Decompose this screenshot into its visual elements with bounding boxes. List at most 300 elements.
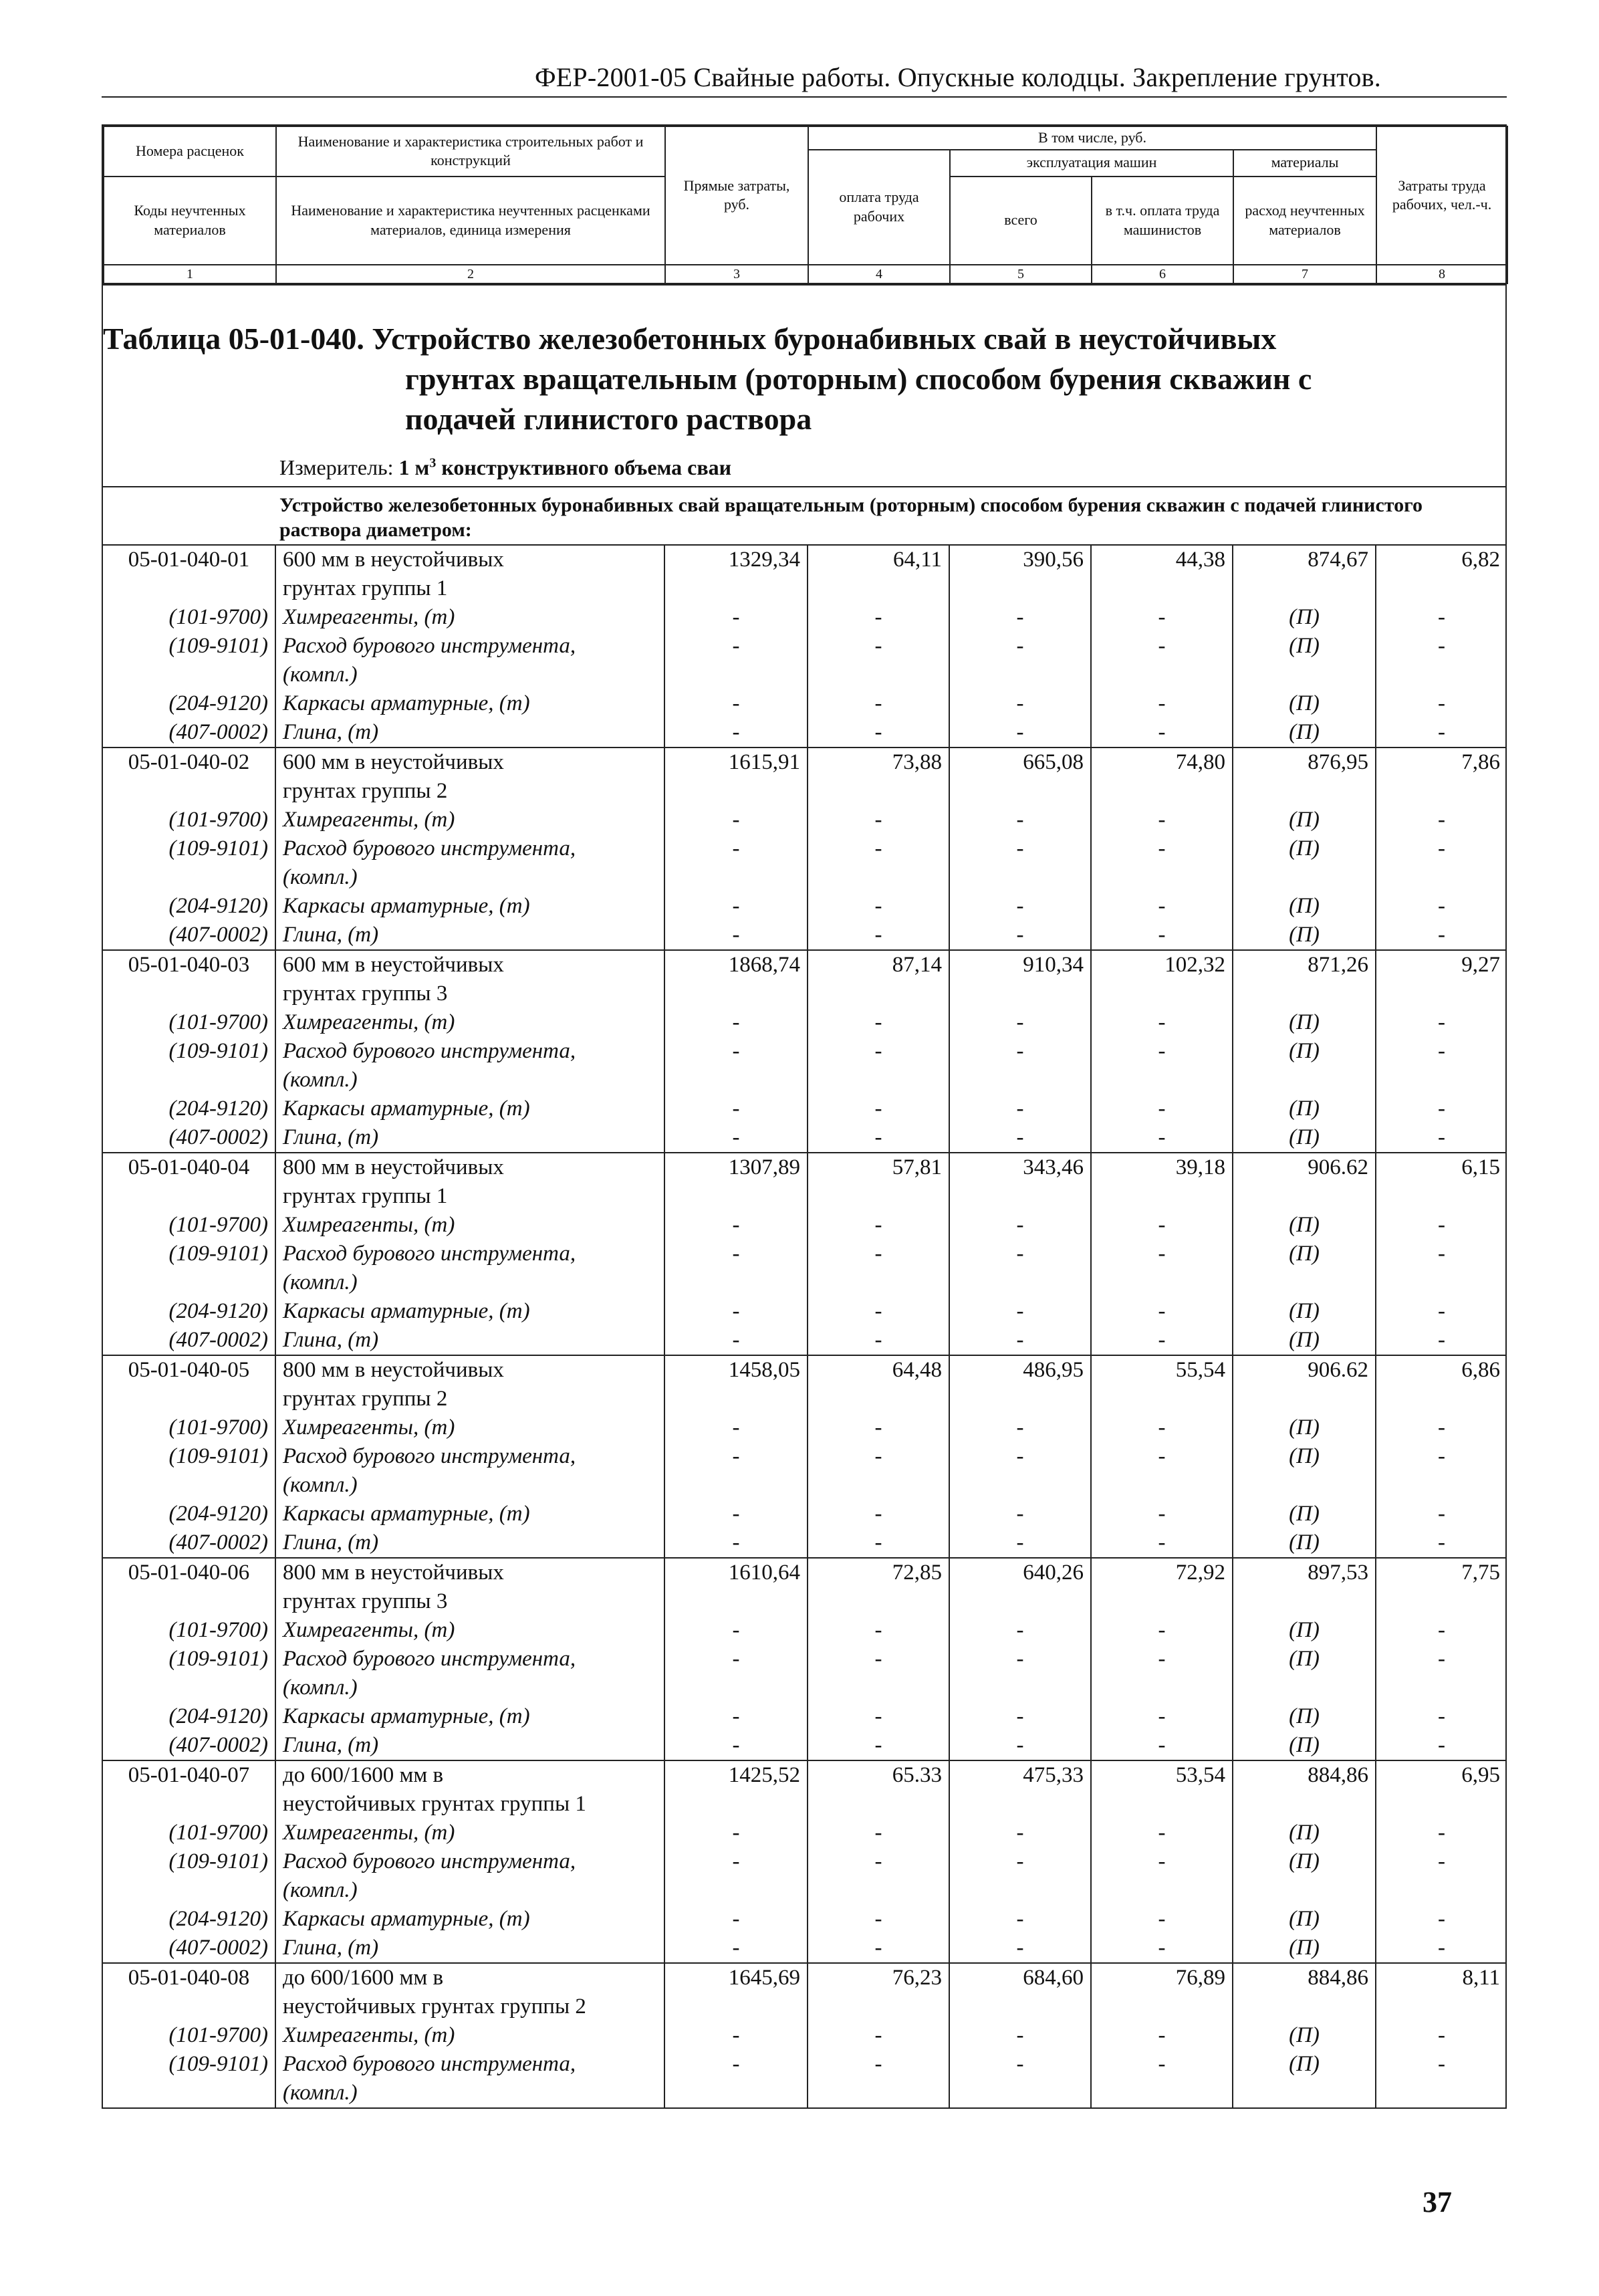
labor-hours: 6,15 <box>1376 1153 1507 1182</box>
material-name-cont: (компл.) <box>275 1674 664 1702</box>
empty-cell <box>103 863 275 892</box>
dash-cell: - <box>1376 1616 1507 1645</box>
material-row-continuation <box>103 661 1507 689</box>
work-name-line1: 800 мм в неустойчивых <box>275 1153 664 1182</box>
work-name-line1: до 600/1600 мм в <box>275 1760 664 1790</box>
material-code: (101-9700) <box>168 604 268 629</box>
dash-cell: - <box>808 1326 949 1355</box>
empty-cell <box>949 777 1091 806</box>
material-name: Химреагенты, (т) <box>275 1616 664 1645</box>
machine-cost: 390,56 <box>949 545 1091 574</box>
empty-cell <box>949 863 1091 892</box>
empty-cell <box>1091 1471 1233 1500</box>
table-row <box>103 748 1507 777</box>
dash-cell: - <box>1091 1702 1233 1731</box>
empty-cell <box>808 574 949 603</box>
table-row <box>103 1760 1507 1790</box>
empty-cell <box>949 1268 1091 1297</box>
dash-cell: - <box>1091 1037 1233 1066</box>
dash-cell: - <box>1376 892 1507 921</box>
empty-cell <box>808 1876 949 1905</box>
material-p-mark: (П) <box>1233 806 1376 834</box>
material-name: Расход бурового инструмента, <box>275 1037 664 1066</box>
dash-cell: - <box>1091 1326 1233 1355</box>
material-row <box>103 1008 1507 1037</box>
material-p-mark: (П) <box>1233 1702 1376 1731</box>
empty-cell <box>808 661 949 689</box>
dash-cell: - <box>664 892 808 921</box>
empty-cell <box>949 1587 1091 1616</box>
dash-cell: - <box>1376 1413 1507 1442</box>
empty-cell <box>664 863 808 892</box>
direct-cost: 1615,91 <box>664 748 808 777</box>
dash-cell: - <box>664 806 808 834</box>
dash-cell: - <box>664 1528 808 1558</box>
dash-cell: - <box>1091 718 1233 748</box>
empty-cell <box>949 1674 1091 1702</box>
col7-header: расход неучтенных материалов <box>1233 177 1376 265</box>
labor-cost: 64,11 <box>808 545 949 574</box>
material-row <box>103 1528 1507 1558</box>
dash-cell: - <box>949 2050 1091 2079</box>
empty-cell <box>103 980 275 1008</box>
material-p-mark: (П) <box>1233 1616 1376 1645</box>
dash-cell: - <box>808 1095 949 1123</box>
dash-cell: - <box>808 1297 949 1326</box>
dash-cell: - <box>664 632 808 661</box>
dash-cell: - <box>808 921 949 950</box>
dash-cell: - <box>1091 1123 1233 1153</box>
dash-cell: - <box>808 603 949 632</box>
material-p-mark: (П) <box>1233 718 1376 748</box>
group-header: В том числе, руб. <box>808 126 1376 150</box>
dash-cell: - <box>664 1616 808 1645</box>
machines-group-header: эксплуатация машин <box>950 150 1233 177</box>
material-row <box>103 632 1507 661</box>
machine-cost: 640,26 <box>949 1558 1091 1587</box>
table-title <box>103 319 1507 439</box>
material-p-mark: (П) <box>1233 1731 1376 1760</box>
direct-cost: 1307,89 <box>664 1153 808 1182</box>
empty-cell <box>1376 1066 1507 1095</box>
empty-cell <box>1376 574 1507 603</box>
dash-cell: - <box>808 1211 949 1240</box>
empty-cell <box>1233 1674 1376 1702</box>
direct-cost: 1458,05 <box>664 1355 808 1385</box>
material-code: (101-9700) <box>168 1010 268 1034</box>
labor-hours: 7,86 <box>1376 748 1507 777</box>
column-number: 1 <box>104 265 276 283</box>
dash-cell: - <box>664 718 808 748</box>
material-row <box>103 603 1507 632</box>
material-cost: 884,86 <box>1233 1963 1376 1992</box>
labor-hours: 6,82 <box>1376 545 1507 574</box>
dash-cell: - <box>808 2021 949 2050</box>
measure-suffix: конструктивного объема сваи <box>436 455 732 479</box>
empty-cell <box>664 1471 808 1500</box>
material-row-continuation <box>103 1268 1507 1297</box>
empty-cell <box>103 1066 275 1095</box>
dash-cell: - <box>1091 1819 1233 1847</box>
dash-cell: - <box>949 718 1091 748</box>
empty-cell <box>808 1268 949 1297</box>
machine-cost: 475,33 <box>949 1760 1091 1790</box>
empty-cell <box>808 1587 949 1616</box>
empty-cell <box>103 1268 275 1297</box>
material-row <box>103 1442 1507 1471</box>
empty-cell <box>1376 1182 1507 1211</box>
dash-cell: - <box>1091 1731 1233 1760</box>
material-name: Каркасы арматурные, (т) <box>275 1702 664 1731</box>
dash-cell: - <box>1376 1905 1507 1934</box>
material-code: (109-9101) <box>168 1038 268 1063</box>
empty-cell <box>1376 1385 1507 1413</box>
dash-cell: - <box>808 1037 949 1066</box>
dash-cell: - <box>664 1413 808 1442</box>
empty-cell <box>664 1876 808 1905</box>
dash-cell: - <box>664 1297 808 1326</box>
dash-cell: - <box>1376 834 1507 863</box>
empty-cell <box>664 2079 808 2107</box>
dash-cell: - <box>949 1528 1091 1558</box>
empty-cell <box>1091 661 1233 689</box>
price-table <box>102 124 1507 2109</box>
dash-cell: - <box>664 1442 808 1471</box>
empty-cell <box>1376 1790 1507 1819</box>
dash-cell: - <box>1376 718 1507 748</box>
empty-cell <box>1091 1790 1233 1819</box>
labor-cost: 73,88 <box>808 748 949 777</box>
work-name-line1: 600 мм в неустойчивых <box>275 950 664 980</box>
work-name-line2: грунтах группы 1 <box>275 1182 664 1211</box>
dash-cell: - <box>1091 1645 1233 1674</box>
empty-cell <box>103 1471 275 1500</box>
material-row <box>103 1645 1507 1674</box>
material-name: Расход бурового инструмента, <box>275 2050 664 2079</box>
col1-top-header: Номера расценок <box>104 126 276 177</box>
empty-cell <box>1233 1066 1376 1095</box>
operator-cost: 74,80 <box>1091 748 1233 777</box>
material-code: (109-9101) <box>168 1849 268 1873</box>
empty-cell <box>664 1992 808 2021</box>
empty-cell <box>1233 574 1376 603</box>
measure-sup: 3 <box>429 455 437 470</box>
operator-cost: 72,92 <box>1091 1558 1233 1587</box>
dash-cell: - <box>664 2050 808 2079</box>
material-row <box>103 1934 1507 1963</box>
material-code: (204-9120) <box>168 1096 268 1121</box>
rate-code: 05-01-040-07 <box>103 1760 275 1790</box>
material-p-mark: (П) <box>1233 1095 1376 1123</box>
col4-header: оплата труда рабочих <box>808 150 950 265</box>
dash-cell: - <box>808 1819 949 1847</box>
material-name: Глина, (т) <box>275 1123 664 1153</box>
dash-cell: - <box>1091 1297 1233 1326</box>
empty-cell <box>103 1182 275 1211</box>
material-p-mark: (П) <box>1233 1297 1376 1326</box>
col2-top-header: Наименование и характеристика строительных работ и конструкций <box>276 126 665 177</box>
table-row <box>103 545 1507 574</box>
rate-code: 05-01-040-03 <box>103 950 275 980</box>
dash-cell: - <box>1091 603 1233 632</box>
dash-cell: - <box>1376 1528 1507 1558</box>
work-name-line1: 800 мм в неустойчивых <box>275 1355 664 1385</box>
dash-cell: - <box>664 2021 808 2050</box>
material-code: (204-9120) <box>168 691 268 715</box>
dash-cell: - <box>1091 632 1233 661</box>
empty-cell <box>949 2079 1091 2107</box>
empty-cell <box>1233 1587 1376 1616</box>
empty-cell <box>1376 1674 1507 1702</box>
empty-cell <box>1091 1992 1233 2021</box>
dash-cell: - <box>949 1616 1091 1645</box>
material-name: Химреагенты, (т) <box>275 1819 664 1847</box>
material-row <box>103 1413 1507 1442</box>
empty-cell <box>808 1790 949 1819</box>
dash-cell: - <box>808 689 949 718</box>
empty-cell <box>103 1587 275 1616</box>
material-name: Расход бурового инструмента, <box>275 1442 664 1471</box>
material-name: Каркасы арматурные, (т) <box>275 1500 664 1528</box>
dash-cell: - <box>808 1645 949 1674</box>
material-p-mark: (П) <box>1233 1008 1376 1037</box>
dash-cell: - <box>664 1847 808 1876</box>
dash-cell: - <box>1091 892 1233 921</box>
dash-cell: - <box>808 892 949 921</box>
dash-cell: - <box>664 1211 808 1240</box>
dash-cell: - <box>949 1819 1091 1847</box>
machine-cost: 343,46 <box>949 1153 1091 1182</box>
dash-cell: - <box>1091 1211 1233 1240</box>
empty-cell <box>949 574 1091 603</box>
dash-cell: - <box>664 689 808 718</box>
empty-cell <box>1091 980 1233 1008</box>
labor-cost: 65.33 <box>808 1760 949 1790</box>
material-name: Каркасы арматурные, (т) <box>275 689 664 718</box>
dash-cell: - <box>949 1645 1091 1674</box>
material-row <box>103 1326 1507 1355</box>
table-title-line3: подачей глинистого раствора <box>405 401 812 436</box>
dash-cell: - <box>949 632 1091 661</box>
empty-cell <box>808 1992 949 2021</box>
material-code: (407-0002) <box>103 921 275 950</box>
dash-cell: - <box>664 1702 808 1731</box>
labor-hours: 6,95 <box>1376 1760 1507 1790</box>
empty-cell <box>664 1790 808 1819</box>
dash-cell: - <box>949 1500 1091 1528</box>
dash-cell: - <box>1376 1819 1507 1847</box>
material-row <box>103 806 1507 834</box>
material-name: Химреагенты, (т) <box>275 2021 664 2050</box>
dash-cell: - <box>949 834 1091 863</box>
labor-hours: 9,27 <box>1376 950 1507 980</box>
material-row <box>103 892 1507 921</box>
empty-cell <box>1376 1992 1507 2021</box>
empty-cell <box>1233 1182 1376 1211</box>
empty-cell <box>664 1587 808 1616</box>
dash-cell: - <box>949 1326 1091 1355</box>
measure-value: 1 м <box>398 455 430 479</box>
dash-cell: - <box>1376 1240 1507 1268</box>
direct-cost: 1329,34 <box>664 545 808 574</box>
column-number: 7 <box>1233 265 1376 283</box>
material-name: Химреагенты, (т) <box>275 1211 664 1240</box>
material-name-cont: (компл.) <box>275 1876 664 1905</box>
dash-cell: - <box>808 632 949 661</box>
column-number: 8 <box>1376 265 1507 283</box>
material-row <box>103 1616 1507 1645</box>
dash-cell: - <box>949 1731 1091 1760</box>
empty-cell <box>1091 1268 1233 1297</box>
empty-cell <box>664 661 808 689</box>
material-name: Глина, (т) <box>275 1731 664 1760</box>
material-name: Расход бурового инструмента, <box>275 1240 664 1268</box>
empty-cell <box>1091 777 1233 806</box>
dash-cell: - <box>808 834 949 863</box>
labor-cost: 57,81 <box>808 1153 949 1182</box>
empty-cell <box>1091 1385 1233 1413</box>
empty-cell <box>949 1066 1091 1095</box>
dash-cell: - <box>808 1731 949 1760</box>
operator-cost: 39,18 <box>1091 1153 1233 1182</box>
empty-cell <box>1233 980 1376 1008</box>
dash-cell: - <box>1376 632 1507 661</box>
dash-cell: - <box>1376 1847 1507 1876</box>
rate-code: 05-01-040-05 <box>103 1355 275 1385</box>
material-name-cont: (компл.) <box>275 2079 664 2107</box>
measure-prefix: Измеритель: <box>279 455 399 479</box>
table-header <box>103 126 1508 284</box>
empty-cell <box>1376 863 1507 892</box>
material-code: (407-0002) <box>103 1123 275 1153</box>
materials-group-header: материалы <box>1233 150 1376 177</box>
dash-cell: - <box>1091 1847 1233 1876</box>
direct-cost: 1868,74 <box>664 950 808 980</box>
empty-cell <box>1233 661 1376 689</box>
material-code: (407-0002) <box>103 1528 275 1558</box>
material-name: Химреагенты, (т) <box>275 1413 664 1442</box>
empty-cell <box>808 863 949 892</box>
work-name-line2: неустойчивых грунтах группы 2 <box>275 1992 664 2021</box>
empty-cell <box>664 1674 808 1702</box>
empty-cell <box>1376 1471 1507 1500</box>
table-body <box>103 544 1507 2107</box>
empty-cell <box>949 1182 1091 1211</box>
empty-cell <box>949 1385 1091 1413</box>
material-cost: 906.62 <box>1233 1153 1376 1182</box>
table-row-continuation <box>103 1587 1507 1616</box>
material-p-mark: (П) <box>1233 2021 1376 2050</box>
col8-header: Затраты труда рабочих, чел.-ч. <box>1376 126 1507 265</box>
material-name: Расход бурового инструмента, <box>275 1645 664 1674</box>
empty-cell <box>664 777 808 806</box>
dash-cell: - <box>664 1934 808 1963</box>
empty-cell <box>949 1790 1091 1819</box>
material-p-mark: (П) <box>1233 1037 1376 1066</box>
col2-bottom-header: Наименование и характеристика неучтенных расценками материалов, единица измерения <box>276 177 665 265</box>
table-row <box>103 950 1507 980</box>
material-row <box>103 1702 1507 1731</box>
empty-cell <box>1376 661 1507 689</box>
table-title-block <box>103 284 1505 486</box>
empty-cell <box>1376 1876 1507 1905</box>
dash-cell: - <box>1091 834 1233 863</box>
empty-cell <box>664 980 808 1008</box>
material-name-cont: (компл.) <box>275 1471 664 1500</box>
dash-cell: - <box>1091 1528 1233 1558</box>
material-name-cont: (компл.) <box>275 1066 664 1095</box>
table-row <box>103 1963 1507 1992</box>
column-number: 5 <box>950 265 1092 283</box>
dash-cell: - <box>949 1847 1091 1876</box>
material-p-mark: (П) <box>1233 1528 1376 1558</box>
dash-cell: - <box>1376 1442 1507 1471</box>
rate-code: 05-01-040-06 <box>103 1558 275 1587</box>
empty-cell <box>808 1385 949 1413</box>
column-number: 2 <box>276 265 665 283</box>
table-row <box>103 1558 1507 1587</box>
dash-cell: - <box>1376 1731 1507 1760</box>
col5-header: всего <box>950 177 1092 265</box>
labor-hours: 8,11 <box>1376 1963 1507 1992</box>
empty-cell <box>103 1674 275 1702</box>
material-name-cont: (компл.) <box>275 863 664 892</box>
dash-cell: - <box>664 1095 808 1123</box>
material-code: (407-0002) <box>103 1326 275 1355</box>
dash-cell: - <box>808 1702 949 1731</box>
labor-hours: 6,86 <box>1376 1355 1507 1385</box>
empty-cell <box>1091 1674 1233 1702</box>
operator-cost: 53,54 <box>1091 1760 1233 1790</box>
dash-cell: - <box>808 1528 949 1558</box>
empty-cell <box>808 1066 949 1095</box>
dash-cell: - <box>664 1008 808 1037</box>
material-cost: 874,67 <box>1233 545 1376 574</box>
material-cost: 876,95 <box>1233 748 1376 777</box>
material-name: Расход бурового инструмента, <box>275 632 664 661</box>
dash-cell: - <box>808 2050 949 2079</box>
empty-cell <box>103 777 275 806</box>
table-row-continuation <box>103 574 1507 603</box>
empty-cell <box>1091 863 1233 892</box>
material-code: (109-9101) <box>168 1646 268 1671</box>
dash-cell: - <box>808 1847 949 1876</box>
empty-cell <box>1233 1790 1376 1819</box>
page-header: ФЕР-2001-05 Свайные работы. Опускные колодцы. Закрепление грунтов. <box>535 62 1381 92</box>
material-p-mark: (П) <box>1233 689 1376 718</box>
material-code: (204-9120) <box>168 1704 268 1728</box>
dash-cell: - <box>949 1095 1091 1123</box>
material-p-mark: (П) <box>1233 1905 1376 1934</box>
material-row <box>103 1123 1507 1153</box>
empty-cell <box>103 1992 275 2021</box>
dash-cell: - <box>664 1123 808 1153</box>
dash-cell: - <box>1091 806 1233 834</box>
table-row-continuation <box>103 1992 1507 2021</box>
material-cost: 897,53 <box>1233 1558 1376 1587</box>
table-row-continuation <box>103 1385 1507 1413</box>
column-number: 6 <box>1092 265 1233 283</box>
empty-cell <box>1091 2079 1233 2107</box>
material-row <box>103 921 1507 950</box>
material-p-mark: (П) <box>1233 1123 1376 1153</box>
dash-cell: - <box>808 1008 949 1037</box>
empty-cell <box>1376 2079 1507 2107</box>
material-row <box>103 2050 1507 2079</box>
table-row-continuation <box>103 1790 1507 1819</box>
dash-cell: - <box>664 834 808 863</box>
material-name-cont: (компл.) <box>275 1268 664 1297</box>
